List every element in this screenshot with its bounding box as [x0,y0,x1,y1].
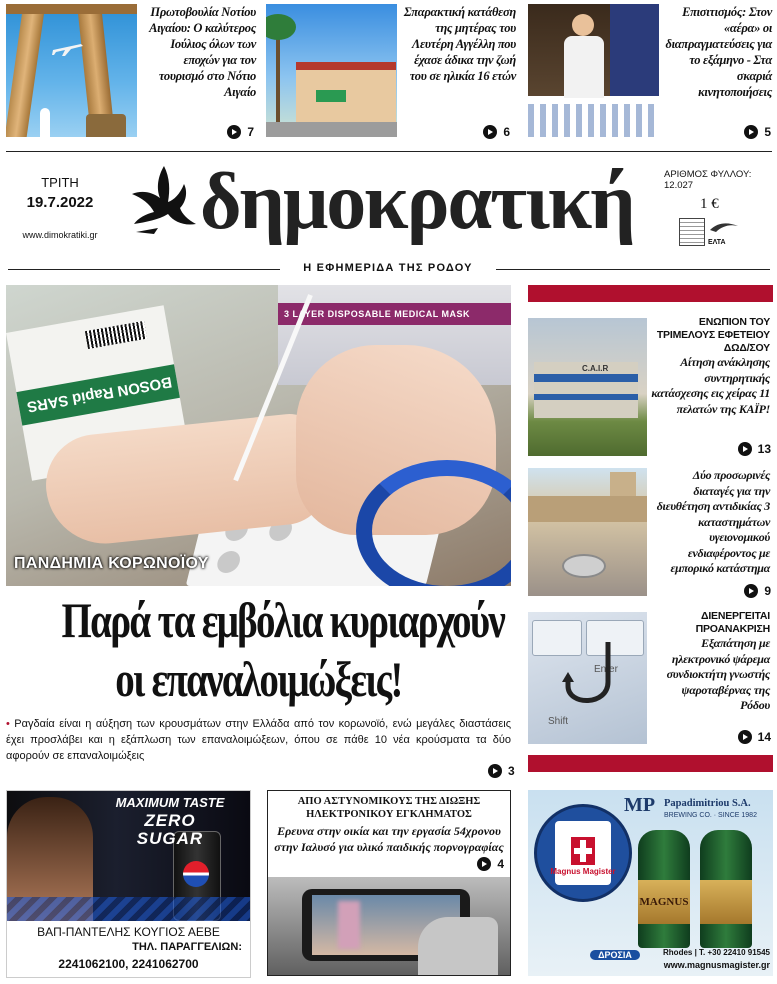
arrow-right-icon [738,730,752,744]
price: 1 € [700,196,719,212]
magnus-mp-logo: MP [624,794,656,816]
center-story-page-link[interactable]: 4 [477,857,504,871]
side-story-3-page-link[interactable]: 14 [738,730,771,744]
website-link[interactable]: www.dimokratiki.gr [22,230,98,240]
arrow-right-icon [483,125,497,139]
ad-magnus-sub: BREWING CO. · SINCE 1982 [664,812,757,819]
side-story-2-page-link[interactable]: 9 [744,584,771,598]
teaser-3-page-link[interactable]: 5 [744,125,771,139]
teaser-3-photo [528,4,659,137]
ad-pepsi-slogan-2: ZERO [144,811,196,830]
teaser-3[interactable] [528,4,773,142]
ad-pepsi-slogan-3: SUGAR [136,829,204,848]
side-story-3[interactable] [528,608,773,746]
test-box: BOSON Rapid SARS [6,305,190,481]
side-story-1[interactable] [528,312,773,460]
center-story[interactable] [267,790,511,976]
arrow-right-icon [738,442,752,456]
masthead-title: δημοκρατική [200,158,634,246]
main-page-link[interactable]: 3 [488,764,515,778]
ad-magnus-web[interactable]: www.magnusmagister.gr [663,960,770,970]
pepsi-globe-icon [183,861,209,887]
side-bottom-bar [528,755,773,772]
issue-date: 19.7.2022 [26,194,94,211]
lead-bullet: • [6,718,10,730]
teaser-2-text: Σπαρακτική κατάθεση της μητέρας του Λευτέρη Αγγέλλη που έχασε άδικα την ζωή του σε ηλικία 16 ετών [403,5,516,83]
teaser-3-text: Επισιτισμός: Στον «αέρα» οι διαπραγματεύσεις για το εξάμηνο - Στα σκαριά κινητοποιήσεις [665,5,772,99]
side-story-1-text: Αίτηση ανάκλησης συντηρητικής κατάσχεσης εις χείρας 11 πελατών της ΚΑΪΡ! [651,355,770,416]
main-headline-line-1[interactable]: Παρά τα εμβόλια κυριαρχούν [61,592,505,648]
side-story-1-page-link[interactable]: 13 [738,442,771,456]
side-story-1-photo: C.A.I.R [528,318,647,456]
side-story-3-text: Εξαπάτηση με ηλεκτρονικό ψάρεμα συνδιοκτήτη γνωστής ψαροταβέρνας της Ρόδου [666,636,770,712]
issue-number: ΑΡΙΘΜΟΣ ΦΥΛΛΟΥ: 12.027 [664,169,752,191]
teaser-2-page-link[interactable]: 6 [483,125,510,139]
teaser-1-page-link[interactable]: 7 [227,125,254,139]
side-story-1-kicker: ΕΝΩΠΙΟΝ ΤΟΥ ΤΡΙΜΕΛΟΥΣ ΕΦΕΤΕΙΟΥ ΔΩΔ/ΣΟΥ [656,316,770,354]
magnus-badge: Magnus Magister [534,804,632,902]
masthead [0,152,777,280]
teaser-2[interactable] [266,4,516,142]
masthead-subtitle: Η ΕΦΗΜΕΡΙΔΑ ΤΗΣ ΡΟΔΟΥ [303,262,473,274]
ad-magnus-drosia: ΔΡΟΣΙΑ [590,950,640,960]
main-photo: 3 LAYER DISPOSABLE MEDICAL MASK BOSON Rapid SARS ΠΑΝΔΗΜΙΑ ΚΟΡΩΝΟΪΟΥ [6,285,511,586]
side-story-2-photo [528,468,647,596]
ad-pepsi-phones: 2241062100, 2241062700 [58,957,199,971]
arrow-right-icon [227,125,241,139]
teaser-1-photo [6,4,137,137]
center-story-kicker: ΑΠΟ ΑΣΤΥΝΟΜΙΚΟΥΣ ΤΗΣ ΔΙΩΞΗΣ ΗΛΕΚΤΡΟΝΙΚΟΥ ΕΓΚΛΗΜΑΤΟΣ [297,796,481,820]
main-lead: • Ραγδαία είναι η αύξηση των κρουσμάτων στην Ελλάδα από τον κορωνοϊό, ενώ μεγάλες διαστάσεις έχει προσλάβει και η εξάπλωση των επαναλοιμώξεων, όπου σε πάθε 10 νέα κρούσματα τα δύο αφορούν σε επαναλοιμώξεις [6,718,511,762]
arrow-right-icon [744,125,758,139]
side-story-3-photo: Enter Shift [528,612,647,744]
teaser-1[interactable] [6,4,256,142]
ad-pepsi-company: ΒΑΠ-ΠΑΝΤΕΛΗΣ ΚΟΥΓΙΟΣ ΑΕΒΕ [37,925,220,939]
side-story-2[interactable] [528,468,773,602]
subtitle-rule-left [8,269,280,270]
ad-magnus-contact: Rhodes | T. +30 22410 91545 [663,948,770,957]
center-story-photo [268,877,511,976]
ad-pepsi[interactable] [6,790,251,978]
ad-pepsi-slogan-1: MAXIMUM TASTE [115,795,225,810]
airplane-icon [51,38,85,58]
subtitle-rule-right [496,269,770,270]
teaser-1-text: Πρωτοβουλία Νοτίου Αιγαίου: Ο καλύτερος Ιούλιος όλων των εποχών για τον τουρισμό στο Νότιο Αιγαίο [149,5,256,99]
elta-swirl-icon [708,220,740,234]
arrow-right-icon [488,764,502,778]
ad-magnus-company: Papadimitriou S.A. [664,798,751,809]
side-story-2-text: Δύο προσωρινές διαταγές για την διευθέτηση αντιδικίας 3 καταστημάτων υγειονομικού ενδιαφέροντος με εμπορικό κατάστημα [656,468,770,575]
ad-pepsi-orders-label: ΤΗΛ. ΠΑΡΑΓΓΕΛΙΩΝ: [132,941,242,953]
ad-magnus[interactable] [528,790,773,976]
teaser-2-photo [266,4,397,137]
arrow-right-icon [477,857,491,871]
postal-permit-box [679,218,705,246]
elta-logo: ΕΛΤΑ [708,220,740,242]
dove-logo-icon [128,162,200,238]
side-story-3-kicker: ΔΙΕΝΕΡΓΕΙΤΑΙ ΠΡΟΑΝΑΚΡΙΣΗ [695,610,770,635]
main-headline-line-2[interactable]: οι επαναλοιμώξεις! [115,651,402,707]
side-top-bar [528,285,773,302]
center-story-text: Ερευνα στην οικία και την εργασία 54χρονου στην Ιαλυσό για υλικό παιδικής πορνογραφίας [274,824,504,854]
magnus-bottle-1: MAGNUS [638,830,690,948]
arrow-right-icon [744,584,758,598]
fishing-hook-icon [548,642,628,722]
day-of-week: ΤΡΙΤΗ [41,175,79,190]
magnus-bottle-2 [700,830,752,948]
photo-label: ΠΑΝΔΗΜΙΑ ΚΟΡΩΝΟΪΟΥ [14,555,209,572]
